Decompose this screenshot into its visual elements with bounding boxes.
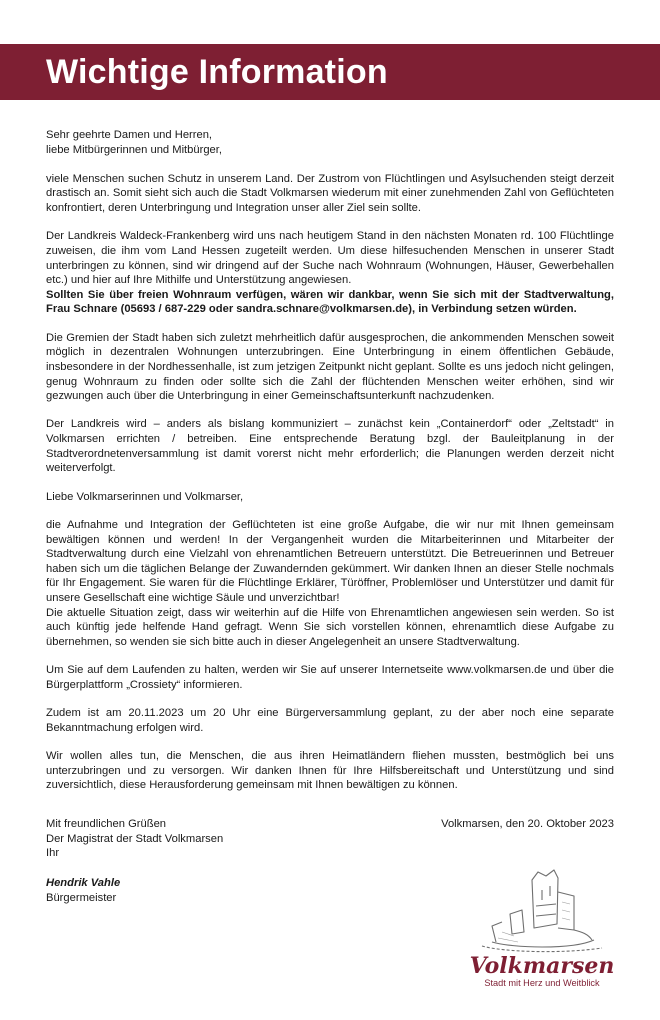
paragraph-2 xyxy=(46,229,614,317)
letter-body xyxy=(46,128,614,807)
closing-greeting: Mit freundlichen Grüßen xyxy=(46,818,167,830)
paragraph-8: Zudem ist am 20.11.2023 um 20 Uhr eine Bürgerversammlung geplant, zu der aber noch eine separate Bekanntmachung erfolgen wird. xyxy=(46,707,614,734)
page-title: Wichtige Information xyxy=(46,53,388,91)
salutation-line-2: liebe Mitbürgerinnen und Mitbürger, xyxy=(46,143,222,156)
city-logo xyxy=(462,862,622,992)
signature-block xyxy=(46,876,120,905)
salutation-2: Liebe Volkmarserinnen und Volkmarser, xyxy=(46,490,244,503)
castle-tower-icon xyxy=(462,862,622,954)
paragraph-3: Die Gremien der Stadt haben sich zuletzt mehrheitlich dafür ausgesprochen, die ankommenden Menschen soweit möglich in dezentralen Wohnungen unterzubringen. Eine Unterbringung in einem öffentlichen Gebäude, insbesondere in der Nordhessenhalle, ist zum jetzigen Zeitpunkt nicht geplant. Sollte es uns jedoch nicht gelingen, genug Wohnraum zu finden oder sollte sich die Zahl der flüchtenden Menschen weiter erhöhen, sind wir gezwungen auch über die Unterbringung in einer Gemeinschaftsunterkunft nachzudenken. xyxy=(46,331,614,403)
paragraph-6: Die aktuelle Situation zeigt, dass wir weiterhin auf die Hilfe von Ehrenamtlichen angewiesen sein werden. So ist auch künftig jede helfende Hand gefragt. Wenn Sie sich vorstellen können, ehrenamtlich diese Aufgabe zu übernehmen, so wenden sie sich bitte auch in dieser Angelegenheit an unsere Stadtverwaltung. xyxy=(46,606,614,648)
paragraph-2-text: Der Landkreis Waldeck-Frankenberg wird uns nach heutigem Stand in den nächsten Monaten rd. 100 Flüchtlinge zuweisen, die ihm vom Land Hessen zugeteilt werden. Um diese hilfesuchenden Menschen in unserer Stadt unterbringen zu können, sind wir dringend auf der Suche nach Wohnraum (Wohnungen, Häuser, Gewerbehallen etc.) und hier auf Ihre Mithilfe und Unterstützung angewiesen. xyxy=(46,230,614,287)
closing-authority: Der Magistrat der Stadt Volkmarsen xyxy=(46,832,224,845)
salutation-line-1: Sehr geehrte Damen und Herren, xyxy=(46,129,213,141)
paragraph-4: Der Landkreis wird – anders als bislang kommuniziert – zunächst kein „Containerdorf“ oder „Zeltstadt“ in Volkmarsen errichten / betreiben. Eine entsprechende Beratung bzgl. der Bauleitplanung in der Stadtverordnetenversammlung ist damit vorerst nicht mehr erforderlich; die Planungen werden derzeit nicht weiterverfolgt. xyxy=(46,418,614,475)
signer-title: Bürgermeister xyxy=(46,891,117,904)
paragraph-7: Um Sie auf dem Laufenden zu halten, werden wir Sie auf unserer Internetseite www.volkmarsen.de und über die Bürgerplattform „Crossiety“ informieren. xyxy=(46,664,614,691)
closing-lines xyxy=(46,817,346,861)
closing-ihr: Ihr xyxy=(46,847,60,860)
place-date: Volkmarsen, den 20. Oktober 2023 xyxy=(441,818,614,830)
signer-name: Hendrik Vahle xyxy=(46,877,121,889)
logo-tagline: Stadt mit Herz und Weitblick xyxy=(484,978,600,988)
paragraph-9: Wir wollen alles tun, die Menschen, die aus ihren Heimatländern fliehen mussten, bestmöglich bei uns unterzubringen und zu versorgen. Wir danken Ihnen für Ihre Hilfsbereitschaft und Unterstützung und sind zuversichtlich, diese Herausforderung gemeinsam mit Ihnen bewältigen zu können. xyxy=(46,750,614,792)
logo-brand: Volkmarsen xyxy=(469,953,615,979)
paragraph-1: viele Menschen suchen Schutz in unserem Land. Der Zustrom von Flüchtlingen und Asylsuchenden steigt derzeit drastisch an. Somit sieht sich auch die Stadt Volkmarsen wiederum mit einer zunehmenden Zahl von Geflüchteten konfrontiert, deren Unterbringung und Integration unser aller Ziel sein sollte. xyxy=(46,172,614,214)
paragraph-5: die Aufnahme und Integration der Geflüchteten ist eine große Aufgabe, die wir nur mit Ihnen gemeinsam bewältigen können und werden! In der Vergangenheit wurden die Mitarbeiterinnen und Mitarbeiter der Stadtverwaltung durch eine Vielzahl von ehrenamtlichen Betreuern unterstützt. Die Betreuerinnen und Betreuer haben sich um die täglichen Belange der Zuwandernden gekümmert. Wir danken Ihnen an dieser Stelle nochmals für Ihr Engagement. Sie waren für die Flüchtlinge Erklärer, Türöffner, Problemlöser und Unterstützer und damit für unsere Gesellschaft eine wichtige Säule und unverzichtbar! xyxy=(46,519,614,605)
paragraph-2-contact: Sollten Sie über freien Wohnraum verfügen, wären wir dankbar, wenn Sie sich mit der Stadtverwaltung, Frau Schnare (05693 / 687-229 oder sandra.schnare@volkmarsen.de), in Verbindung setzen würden. xyxy=(46,288,614,316)
header-banner xyxy=(0,44,660,100)
salutation xyxy=(46,128,614,157)
